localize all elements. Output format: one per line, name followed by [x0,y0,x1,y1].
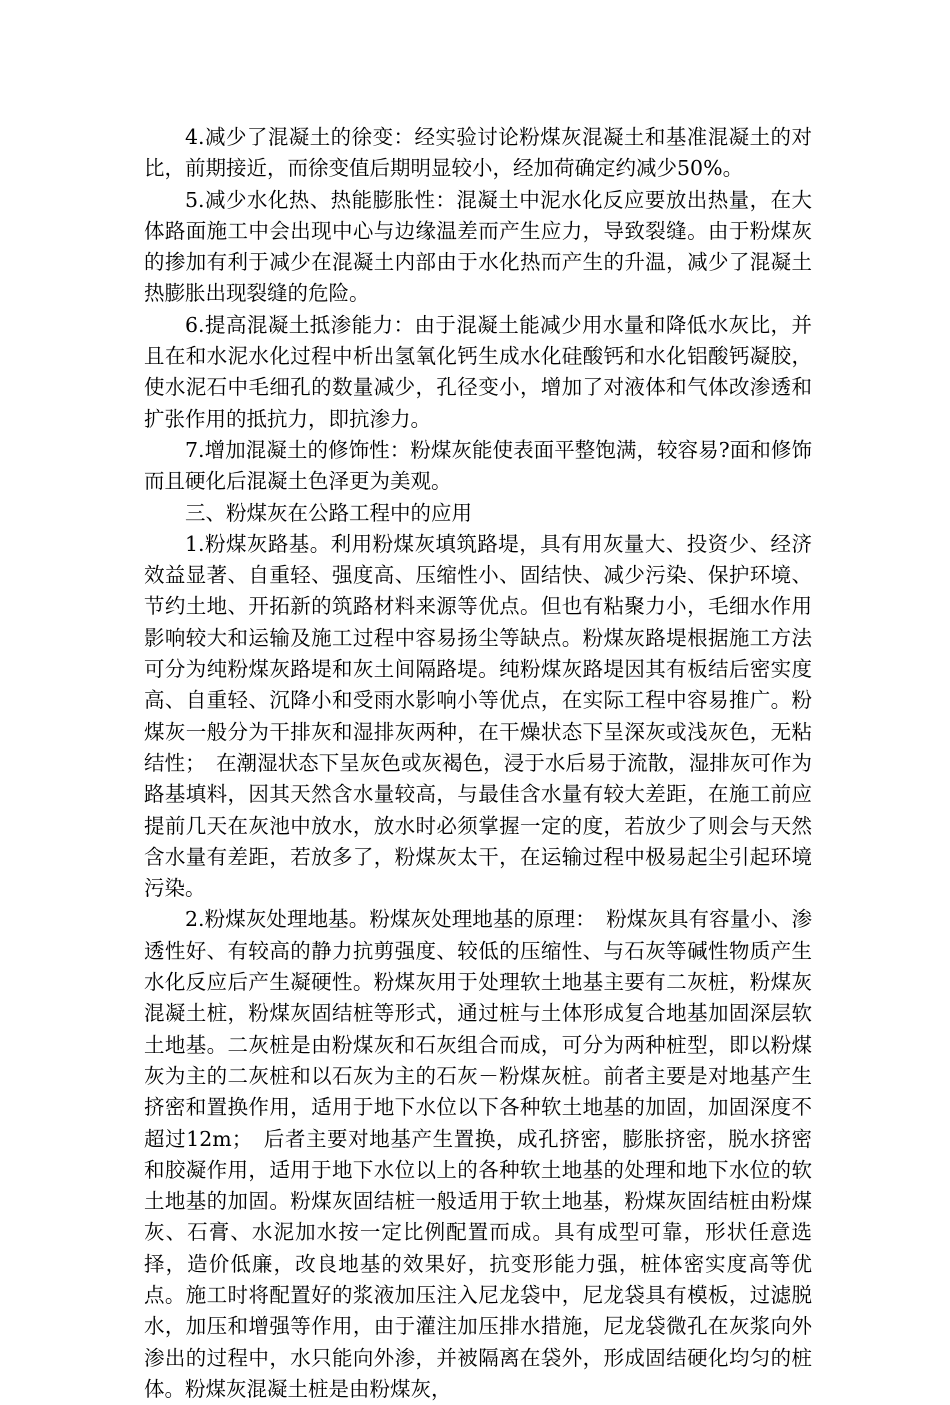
document-body [144,122,812,1405]
paragraph-finish: 7.增加混凝土的修饰性：粉煤灰能使表面平整饱满，较容易?面和修饰而且硬化后混凝土色泽更为美观。 [144,437,812,494]
section-heading: 三、粉煤灰在公路工程中的应用 [185,500,472,525]
paragraph-creep: 4.减少了混凝土的徐变：经实验讨论粉煤灰混凝土和基准混凝土的对比，前期接近，而徐变值后期明显较小，经加荷确定约减少50%。 [144,125,812,181]
paragraph-impermeability: 6.提高混凝土抵渗能力：由于混凝土能减少用水量和降低水灰比，并且在和水泥水化过程中析出氢氧化钙生成水化硅酸钙和水化铝酸钙凝胶，使水泥石中毛细孔的数量减少，孔径变小，增加了对液体和气体改渗透和扩张作用的抵抗力，即抗渗力。 [144,312,812,431]
paragraph-hydration-heat: 5.减少水化热、热能膨胀性：混凝土中泥水化反应要放出热量，在大体路面施工中会出现中心与边缘温差而产生应力，导致裂缝。由于粉煤灰的掺加有利于减少在混凝土内部由于水化热而产生的升温，减少了混凝土热膨胀出现裂缝的危险。 [144,187,812,306]
paragraph-roadbed: 1.粉煤灰路基。利用粉煤灰填筑路堤，具有用灰量大、投资少、经济效益显著、自重轻、强度高、压缩性小、固结快、减少污染、保护环境、节约土地、开拓新的筑路材料来源等优点。但也有粘聚力小，毛细水作用影响较大和运输及施工过程中容易扬尘等缺点。粉煤灰路堤根据施工方法可分为纯粉煤灰路堤和灰土间隔路堤。纯粉煤灰路堤因其有板结后密实度高、自重轻、沉降小和受雨水影响小等优点，在实际工程中容易推广。粉煤灰一般分为干排灰和湿排灰两种，在干燥状态下呈深灰或浅灰色，无粘结性； 在潮湿状态下呈灰色或灰褐色，浸于水后易于流散，湿排灰可作为路基填料，因其天然含水量较高，与最佳含水量有较大差距，在施工前应提前几天在灰池中放水，放水时必须掌握一定的度，若放少了则会与天然含水量有差距，若放多了，粉煤灰太干，在运输过程中极易起尘引起环境污染。 [144,531,812,901]
paragraph-foundation: 2.粉煤灰处理地基。粉煤灰处理地基的原理： 粉煤灰具有容量小、渗透性好、有较高的静力抗剪强度、较低的压缩性、与石灰等碱性物质产生水化反应后产生凝硬性。粉煤灰用于处理软土地基主要有二灰桩，粉煤灰混凝土桩，粉煤灰固结桩等形式，通过桩与土体形成复合地基加固深层软土地基。二灰桩是由粉煤灰和石灰组合而成，可分为两种桩型，即以粉煤灰为主的二灰桩和以石灰为主的石灰－粉煤灰桩。前者主要是对地基产生挤密和置换作用，适用于地下水位以下各种软土地基的加固，加固深度不超过12m； 后者主要对地基产生置换，成孔挤密，膨胀挤密，脱水挤密和胶凝作用，适用于地下水位以上的各种软土地基的处理和地下水位的软土地基的加固。粉煤灰固结桩一般适用于软土地基，粉煤灰固结桩由粉煤灰、石膏、水泥加水按一定比例配置而成。具有成型可靠，形状任意选择，造价低廉，改良地基的效果好，抗变形能力强，桩体密实度高等优点。施工时将配置好的浆液加压注入尼龙袋中，尼龙袋具有模板，过滤脱水，加压和增强等作用，由于灌注加压排水措施，尼龙袋微孔在灰浆向外渗出的过程中，水只能向外渗，并被隔离在袋外，形成固结硬化均匀的桩体。粉煤灰混凝土桩是由粉煤灰， [144,907,812,1401]
